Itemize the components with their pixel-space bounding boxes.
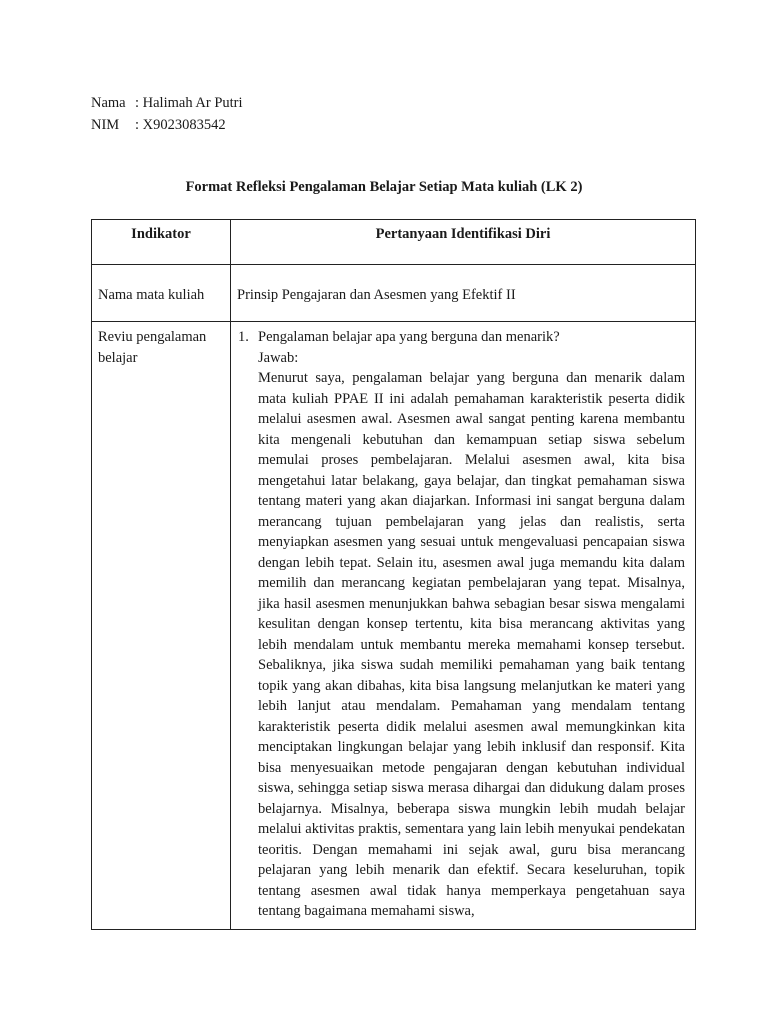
- cell-content: [231, 322, 696, 930]
- student-identity: [91, 92, 243, 136]
- cell-indikator: Nama mata kuliah: [92, 265, 231, 322]
- question-number: 1.: [238, 329, 249, 345]
- nim-value: : X9023083542: [135, 117, 226, 133]
- cell-indikator: Reviu pengalaman belajar: [92, 322, 231, 930]
- cell-content: Prinsip Pengajaran dan Asesmen yang Efektif II: [231, 265, 696, 322]
- answer-text: Menurut saya, pengalaman belajar yang berguna dan menarik dalam mata kuliah PPAE II ini adalah pemahaman karakteristik peserta didik melalui asesmen awal. Asesmen awal sangat penting karena membantu kita mengenali kebutuhan dan kemampuan setiap siswa sebelum memulai proses pembelajaran. Melalui asesmen awal, kita bisa mengetahui latar belakang, gaya belajar, dan tingkat pemahaman siswa tentang materi yang akan diajarkan. Informasi ini sangat berguna dalam merancang tujuan pembelajaran yang jelas dan realistis, serta menyiapkan asesmen yang sesuai untuk mengevaluasi pencapaian siswa dengan lebih tepat. Selain itu, asesmen awal juga memandu kita dalam memilih dan merancang kegiatan pembelajaran yang tepat. Misalnya, jika hasil asesmen menunjukkan bahwa sebagian besar siswa mengalami kesulitan dengan konsep tertentu, kita bisa merancang aktivitas yang lebih mendalam untuk membantu mereka memahami konsep tersebut. Sebaliknya, jika siswa sudah memiliki pemahaman yang baik tentang topik yang akan dibahas, kita bisa langsung melanjutkan ke materi yang lebih lanjut atau mendalam. Pemahaman yang mendalam tentang karakteristik peserta didik melalui asesmen awal memungkinkan kita menciptakan lingkungan belajar yang lebih inklusif dan responsif. Kita bisa menyesuaikan metode pengajaran dengan kebutuhan individual siswa, sehingga setiap siswa merasa dihargai dan didukung dalam proses belajarnya. Misalnya, beberapa siswa mungkin lebih mudah belajar melalui aktivitas praktis, sementara yang lain lebih menyukai pendekatan teoritis. Dengan memahami ini sejak awal, guru bisa merancang pelajaran yang lebih menarik dan efektif. Secara keseluruhan, topik tentang asesmen awal tidak hanya memperkaya pengetahuan saya tentang bagaimana memahami siswa,: [258, 370, 685, 919]
- header-pertanyaan: Pertanyaan Identifikasi Diri: [231, 220, 696, 265]
- question-line: [238, 327, 685, 348]
- answer-label: Jawab:: [258, 349, 299, 366]
- name-value: : Halimah Ar Putri: [135, 95, 243, 111]
- question-text: Pengalaman belajar apa yang berguna dan menarik?: [258, 329, 560, 345]
- name-label: Nama: [91, 95, 126, 111]
- table-row: [92, 322, 696, 930]
- document-title: Format Refleksi Pengalaman Belajar Setiap Mata kuliah (LK 2): [185, 179, 583, 195]
- table-header-row: [92, 220, 696, 265]
- table-row: [92, 265, 696, 322]
- nim-row: [91, 114, 243, 136]
- nim-label: NIM: [91, 117, 120, 133]
- header-indikator: Indikator: [92, 220, 231, 265]
- reflection-table: [91, 219, 696, 930]
- name-row: [91, 92, 243, 114]
